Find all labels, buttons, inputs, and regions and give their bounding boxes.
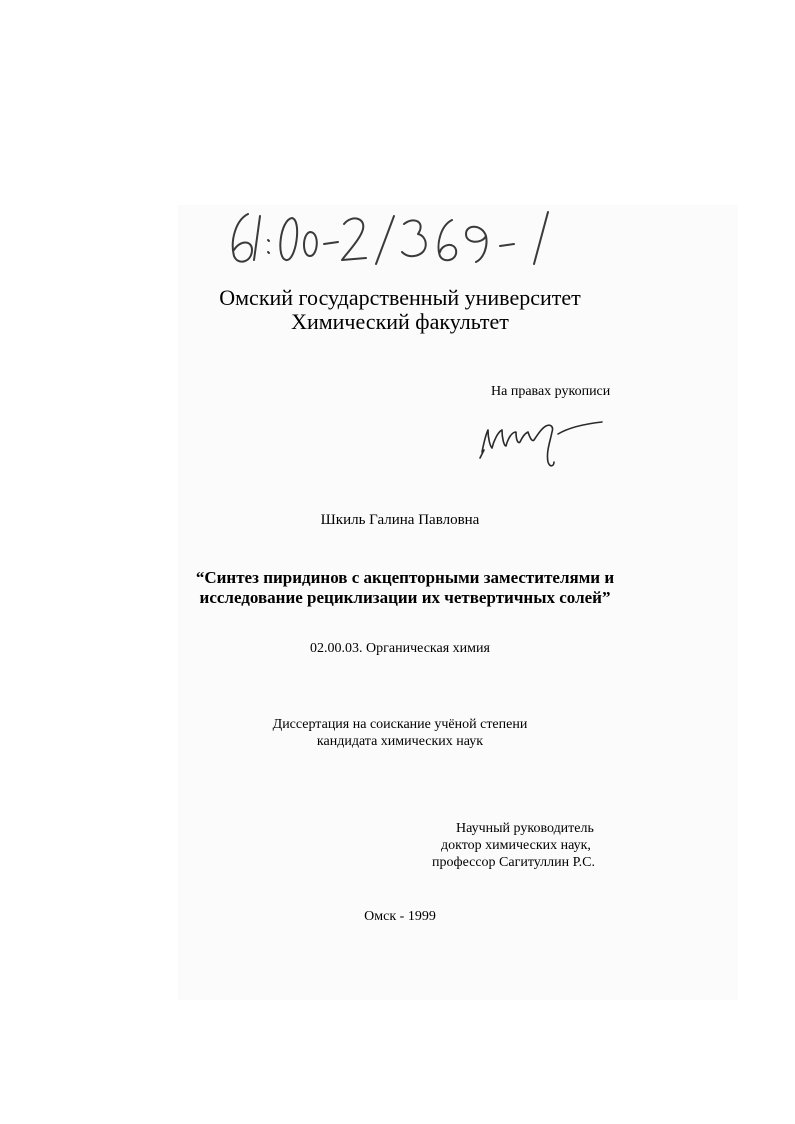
advisor-line-1: Научный руководитель [456,821,594,836]
archive-number [226,206,566,268]
degree-line-1: Диссертация на соискание учёной степени [272,717,528,732]
dissertation-title [150,568,660,608]
title-line-2: исследование рециклизации их четвертичных солей” [199,588,611,607]
title-line-1: “Синтез пиридинов с акцепторными заместителями и [195,568,615,587]
advisor-line-3: профессор Сагитуллин Р.С. [432,855,595,870]
scientific-advisor [430,820,630,871]
degree-statement [150,716,650,750]
university-name: Омский государственный университет [219,285,581,310]
degree-line-2: кандидата химических наук [316,734,484,749]
rights-note: На правах рукописи [491,384,611,399]
handwritten-signature [476,408,616,472]
advisor-line-2: доктор химических наук, [441,838,591,853]
author-name: Шкиль Галина Павловна [320,512,480,528]
faculty-name: Химический факультет [291,309,509,334]
place-and-year: Омск - 1999 [364,909,436,924]
specialty-code: 02.00.03. Органическая химия [310,641,490,656]
signature-icon [476,408,616,472]
